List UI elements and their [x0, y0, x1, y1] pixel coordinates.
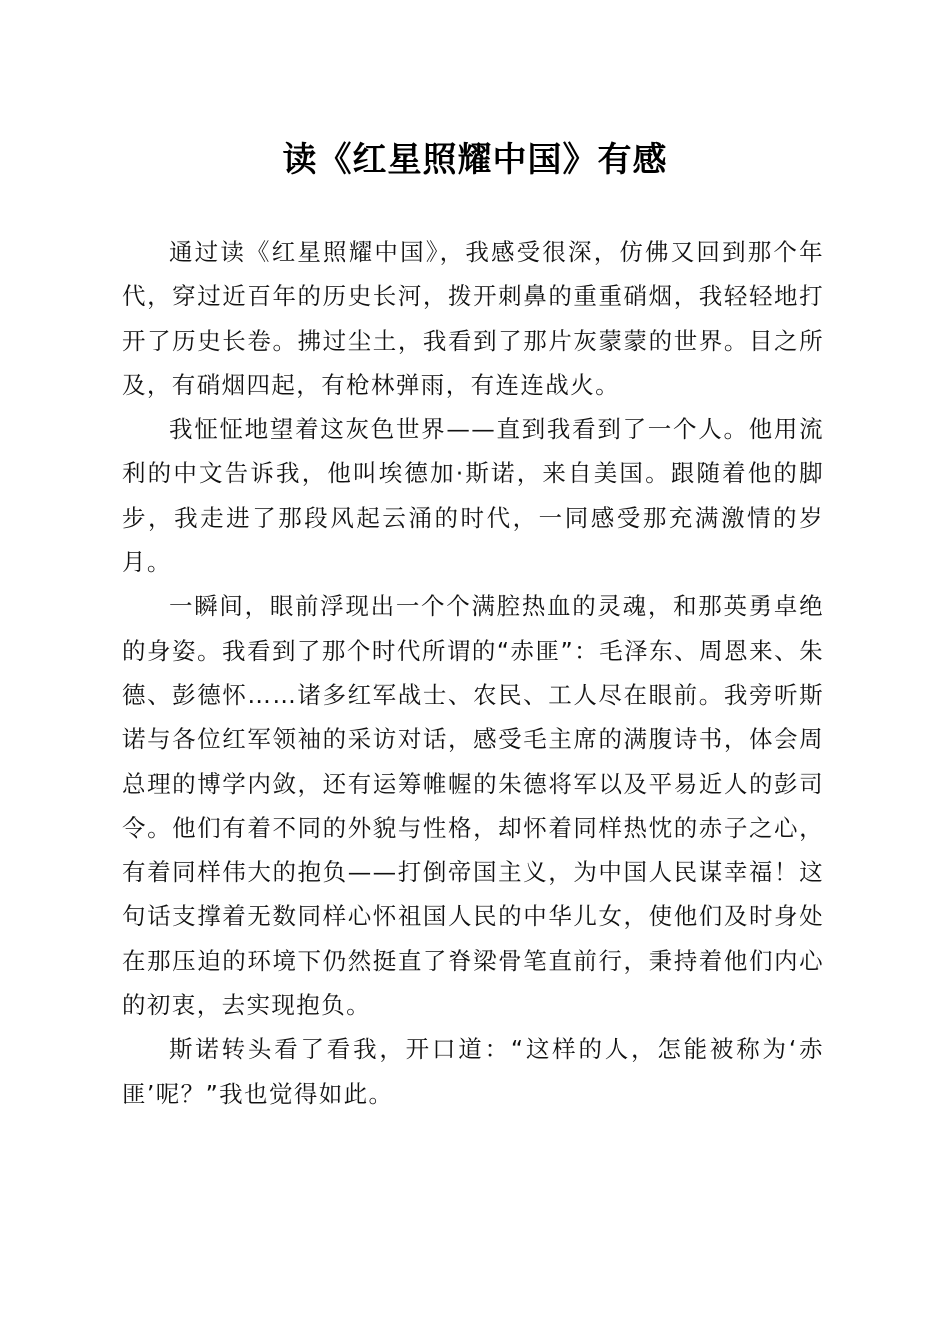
paragraph-4: 斯诺转头看了看我，开口道：“这样的人，怎能被称为‘赤匪’呢？”我也觉得如此。 — [122, 1035, 824, 1108]
paragraph-3: 一瞬间，眼前浮现出一个个满腔热血的灵魂，和那英勇卓绝的身姿。我看到了那个时代所谓的“赤匪”：毛泽东、周恩来、朱德、彭德怀……诸多红军战士、农民、工人尽在眼前。我旁听斯诺与各位红军领袖的采访对话，感受毛主席的满腹诗书，体会周总理的博学内敛，还有运筹帷幄的朱德将军以及平易近人的彭司令。他们有着不同的外貌与性格，却怀着同样热忱的赤子之心，有着同样伟大的抱负——打倒帝国主义，为中国人民谋幸福！这句话支撑着无数同样心怀祖国人民的中华儿女，使他们及时身处在那压迫的环境下仍然挺直了脊梁骨笔直前行，秉持着他们内心的初衷，去实现抱负。 — [122, 592, 824, 1020]
document-title: 读《红星照耀中国》有感 — [282, 140, 668, 180]
paragraph-1: 通过读《红星照耀中国》，我感受很深，仿佛又回到那个年代，穿过近百年的历史长河，拨开刺鼻的重重硝烟，我轻轻地打开了历史长卷。拂过尘土，我看到了那片灰蒙蒙的世界。目之所及，有硝烟四起，有枪林弹雨，有连连战火。 — [122, 238, 824, 399]
paragraph-2: 我怔怔地望着这灰色世界——直到我看到了一个人。他用流利的中文告诉我，他叫埃德加·斯诺，来自美国。跟随着他的脚步，我走进了那段风起云涌的时代，一同感受那充满激情的岁月。 — [122, 415, 824, 577]
document-body — [122, 230, 824, 1116]
